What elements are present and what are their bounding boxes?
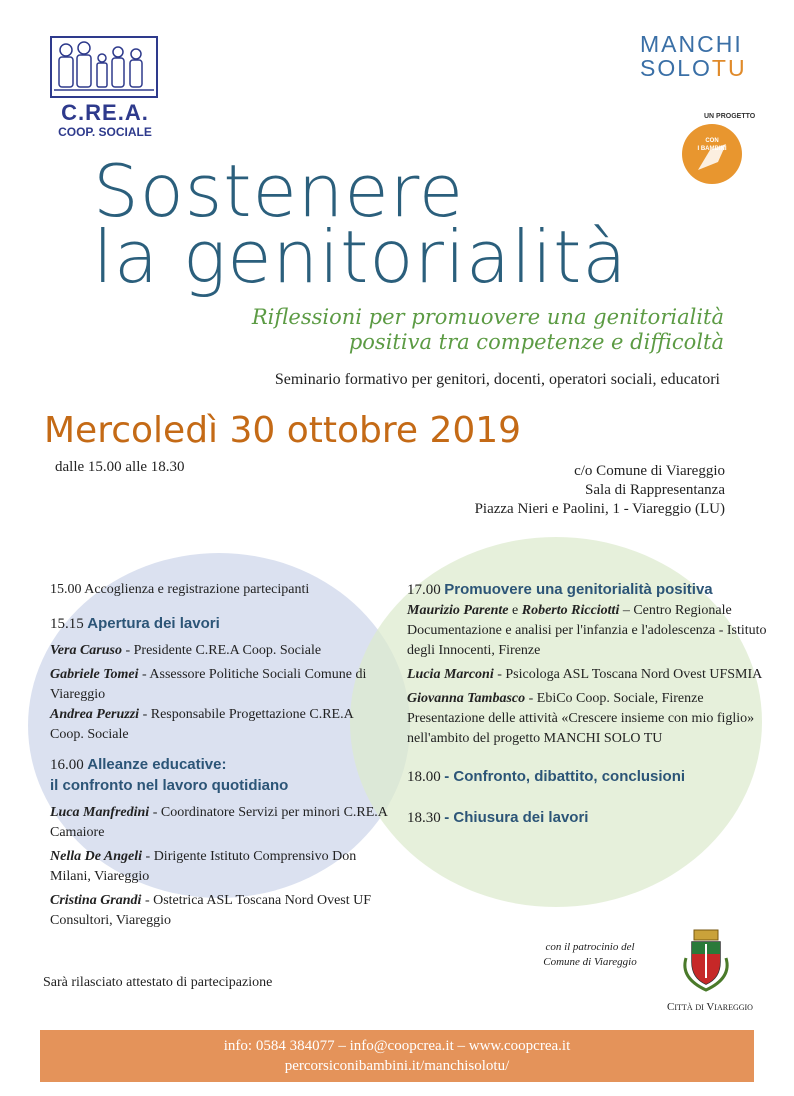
city-name: Città di Viareggio <box>667 1001 753 1013</box>
session-discussion <box>407 767 767 788</box>
speaker-role: - Psicologa ASL Toscana Nord Ovest UFSMIA <box>493 667 763 682</box>
city-crest-icon <box>678 928 734 994</box>
footer-contact-bar <box>40 1030 754 1082</box>
manchi-line1: MANCHI <box>640 31 743 57</box>
speaker-role: - EbiCo Coop. Sociale, Firenze Presentazione delle attività «Crescere insieme con mio figlio» nell'ambito del progetto MANCHI SOLO TU <box>407 691 755 746</box>
venue-line3: Piazza Nieri e Paolini, 1 - Viareggio (LU) <box>474 501 725 517</box>
seminar-description: Seminario formativo per genitori, docenti, operatori sociali, educatori <box>274 371 720 388</box>
footer-contacts[interactable]: info: 0584 384077 – info@coopcrea.it – www.coopcrea.it <box>223 1038 571 1054</box>
session-opening-heading <box>50 614 390 635</box>
speaker-name: Gabriele Tomei <box>50 667 139 682</box>
speaker-role: - Assessore Politiche Sociali Comune di Viareggio <box>50 667 367 702</box>
speaker-name: Giovanna Tambasco <box>407 691 526 706</box>
speaker-role: - Ostetrica ASL Toscana Nord Ovest UF Consultori, Viareggio <box>50 893 372 928</box>
speaker-entry <box>407 689 767 749</box>
crea-name: C.RE.A. <box>61 100 149 125</box>
manchi-tu: TU <box>711 55 747 81</box>
speaker-entry <box>50 891 390 931</box>
page-title <box>93 149 628 299</box>
crea-logo-figures <box>50 36 158 98</box>
speaker-name: Roberto Ricciotti <box>521 603 620 618</box>
speaker-role: - Responsabile Progettazione C.RE.A Coop. Sociale <box>50 707 353 742</box>
event-date: Mercoledì 30 ottobre 2019 <box>44 410 522 451</box>
session-title: Apertura dei lavori <box>87 615 220 632</box>
speaker-name: Cristina Grandi <box>50 893 142 908</box>
session-time: 17.00 <box>407 582 441 598</box>
title-line2: la genitorialità <box>93 215 628 299</box>
certificate-note: Sarà rilasciato attestato di partecipazione <box>43 975 273 990</box>
con-i-bambini-logo-icon <box>668 110 756 190</box>
session-title: - Chiusura dei lavori <box>444 809 589 826</box>
session-time: 16.00 <box>50 757 84 773</box>
manchi-solo: SOLO <box>640 55 712 81</box>
speaker-name: Vera Caruso <box>50 643 122 658</box>
badge-bambini-text: I BAMBINI <box>697 146 727 152</box>
crea-subtitle: COOP. SOCIALE <box>58 125 152 139</box>
speaker-role: – Centro Regionale Documentazione e analisi per l'infanzia e l'adolescenza - Istituto degli Innocenti, Firenze <box>407 603 767 658</box>
patronage-line1: con il patrocinio del <box>545 941 635 953</box>
speaker-entry <box>407 665 767 685</box>
speaker-entry <box>50 803 390 843</box>
event-time: dalle 15.00 alle 18.30 <box>55 459 185 475</box>
speaker-entry <box>50 847 390 887</box>
session-time: 18.00 <box>407 769 441 785</box>
viareggio-crest <box>678 928 734 994</box>
speaker-role: - Presidente C.RE.A Coop. Sociale <box>121 643 322 658</box>
speaker-name: Lucia Marconi <box>407 667 494 682</box>
session-title-line2: il confronto nel lavoro quotidiano <box>50 777 289 794</box>
manchi-solo-tu-logo <box>640 32 770 80</box>
program-right-column <box>407 580 767 837</box>
speaker-role: - Coordinatore Servizi per minori C.RE.A Camaiore <box>50 805 388 840</box>
badge-top-text: UN PROGETTO <box>704 113 756 120</box>
event-venue <box>440 462 725 519</box>
session-title: Promuovere una genitorialità positiva <box>444 581 713 598</box>
session-title: Alleanze educative: <box>87 756 227 773</box>
patronage-note <box>520 940 660 970</box>
speaker-role: - Dirigente Istituto Comprensivo Don Milani, Viareggio <box>50 849 357 884</box>
speaker-name: Luca Manfredini <box>50 805 150 820</box>
speaker-entry <box>50 665 390 705</box>
badge-con-text: CON <box>705 138 719 144</box>
speaker-entry <box>50 705 390 745</box>
speaker-name: Nella De Angeli <box>50 849 143 864</box>
venue-line1: c/o Comune di Viareggio <box>574 463 725 479</box>
con-i-bambini-badge <box>668 110 756 190</box>
session-time: 15.15 <box>50 616 84 632</box>
speaker-entry <box>407 601 767 661</box>
program-item-welcome: 15.00 Accoglienza e registrazione partecipanti <box>50 582 310 597</box>
venue-line2: Sala di Rappresentanza <box>585 482 725 498</box>
footer-website[interactable]: percorsiconibambini.it/manchisolotu/ <box>284 1058 510 1074</box>
family-figures-icon <box>52 38 156 96</box>
program-left-column <box>50 580 390 939</box>
session-title: - Confronto, dibattito, conclusioni <box>444 768 686 785</box>
patronage-line2: Comune di Viareggio <box>543 956 637 968</box>
title-line1: Sostenere <box>93 149 465 233</box>
subtitle <box>224 305 724 355</box>
speaker-name: Andrea Peruzzi <box>50 707 140 722</box>
subtitle-line1: Riflessioni per promuovere una genitorialità <box>251 305 724 329</box>
session-alliances-heading <box>50 755 390 797</box>
speaker-name: Maurizio Parente <box>407 603 509 618</box>
speaker-entry <box>50 641 390 661</box>
subtitle-line2: positiva tra competenze e difficoltà <box>348 330 724 354</box>
session-time: 18.30 <box>407 810 441 826</box>
speaker-and: e <box>508 603 522 618</box>
manchi-line2 <box>640 56 770 80</box>
session-positive-parenting-heading <box>407 580 767 601</box>
session-closing <box>407 808 767 829</box>
